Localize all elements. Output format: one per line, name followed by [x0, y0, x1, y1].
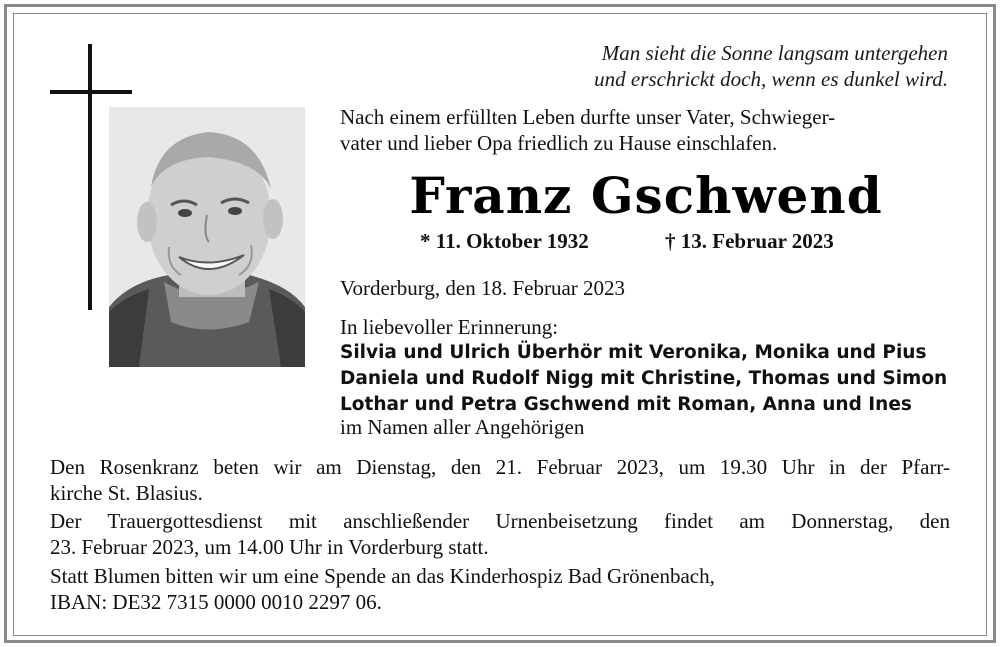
- rosary-line-2: kirche St. Blasius.: [50, 481, 203, 505]
- donation-line-1: Statt Blumen bitten wir um eine Spende an das Kinderhospiz Bad Grönenbach,: [50, 564, 715, 588]
- funeral-line-1: Der Trauergottesdienst mit anschließender Urnenbeisetzung findet am Donnerstag, den: [50, 509, 950, 533]
- family-line: Daniela und Rudolf Nigg mit Christine, Thomas und Simon: [340, 368, 948, 389]
- intro-text: [340, 104, 960, 156]
- memory-label: In liebevoller Erinnerung:: [340, 315, 559, 339]
- funeral-notice: [50, 508, 950, 560]
- portrait-illustration: [109, 107, 305, 367]
- donation-notice: [50, 563, 950, 615]
- quote-line-1: Man sieht die Sonne langsam untergehen: [601, 41, 948, 65]
- quote-line-2: und erschrickt doch, wenn es dunkel wird.: [594, 67, 948, 91]
- rosary-notice: [50, 454, 950, 506]
- relatives-line: im Namen aller Angehörigen: [340, 415, 585, 439]
- cross-horizontal-bar: [50, 90, 132, 94]
- quote-block: [594, 40, 948, 92]
- donation-iban: IBAN: DE32 7315 0000 0010 2297 06.: [50, 590, 382, 614]
- family-list: [340, 340, 947, 418]
- intro-line-2: vater und lieber Opa friedlich zu Hause einschlafen.: [340, 131, 778, 155]
- portrait-photo: [109, 107, 305, 367]
- funeral-line-2: 23. Februar 2023, um 14.00 Uhr in Vorderburg statt.: [50, 535, 489, 559]
- deceased-name: Franz Gschwend: [409, 166, 883, 225]
- death-date: † 13. Februar 2023: [665, 229, 834, 253]
- birth-date: * 11. Oktober 1932: [420, 229, 589, 253]
- place-and-date: Vorderburg, den 18. Februar 2023: [340, 276, 626, 300]
- cross-vertical-bar: [88, 44, 92, 310]
- family-line: Lothar und Petra Gschwend mit Roman, Anna und Ines: [340, 394, 912, 415]
- intro-line-1: Nach einem erfüllten Leben durfte unser Vater, Schwieger-: [340, 105, 836, 129]
- rosary-line-1: Den Rosenkranz beten wir am Dienstag, den 21. Februar 2023, um 19.30 Uhr in der Pfarr-: [50, 455, 950, 479]
- family-line: Silvia und Ulrich Überhör mit Veronika, Monika und Pius: [340, 342, 927, 363]
